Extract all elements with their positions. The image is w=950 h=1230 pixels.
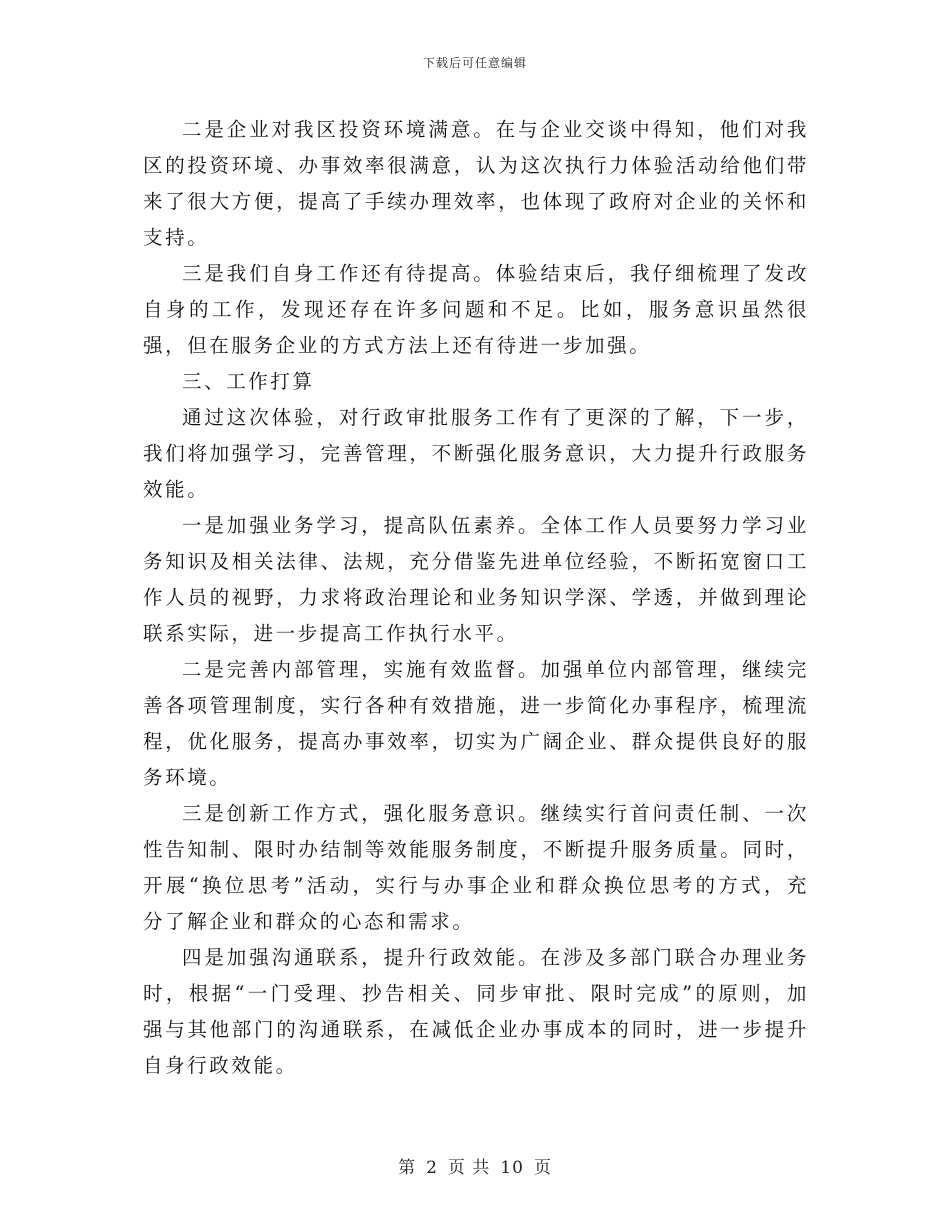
paragraph: 三是我们自身工作还有待提高。体验结束后，我仔细梳理了发改自身的工作，发现还存在许多问题和不足。比如，服务意识虽然很强，但在服务企业的方式方法上还有待进一步加强。: [143, 262, 809, 357]
document-body: [143, 112, 809, 1084]
paragraph: 三是创新工作方式，强化服务意识。继续实行首问责任制、一次性告知制、限时办结制等效能服务制度，不断提升服务质量。同时，开展“换位思考”活动，实行与办事企业和群众换位思考的方式，充分了解企业和群众的心态和需求。: [143, 802, 809, 933]
paragraph: 一是加强业务学习，提高队伍素养。全体工作人员要努力学习业务知识及相关法律、法规，充分借鉴先进单位经验，不断拓宽窗口工作人员的视野，力求将政治理论和业务知识学深、学透，并做到理论联系实际，进一步提高工作执行水平。: [143, 514, 809, 645]
footer-prefix: 第: [398, 1158, 417, 1178]
paragraph: 二是企业对我区投资环境满意。在与企业交谈中得知，他们对我区的投资环境、办事效率很满意，认为这次执行力体验活动给他们带来了很大方便，提高了手续办理效率，也体现了政府对企业的关怀和支持。: [143, 118, 809, 249]
page-footer: [0, 1153, 950, 1178]
paragraph: 通过这次体验，对行政审批服务工作有了更深的了解，下一步，我们将加强学习，完善管理，不断强化服务意识，大力提升行政服务效能。: [143, 406, 809, 501]
page-header: 下载后可任意编辑: [422, 56, 527, 70]
section-heading: 三、工作打算: [182, 370, 315, 393]
current-page-number: 2: [426, 1158, 438, 1178]
paragraph: 四是加强沟通联系，提升行政效能。在涉及多部门联合办理业务时，根据“一门受理、抄告相关、同步审批、限时完成”的原则，加强与其他部门的沟通联系，在减低企业办事成本的同时，进一步提升自身行政效能。: [143, 946, 809, 1077]
total-pages-number: 10: [500, 1158, 524, 1178]
footer-middle: 页 共: [447, 1158, 491, 1178]
paragraph: 二是完善内部管理，实施有效监督。加强单位内部管理，继续完善各项管理制度，实行各种有效措施，进一步简化办事程序，梳理流程，优化服务，提高办事效率，切实为广阔企业、群众提供良好的服务环境。: [143, 658, 809, 789]
footer-suffix: 页: [533, 1158, 552, 1178]
